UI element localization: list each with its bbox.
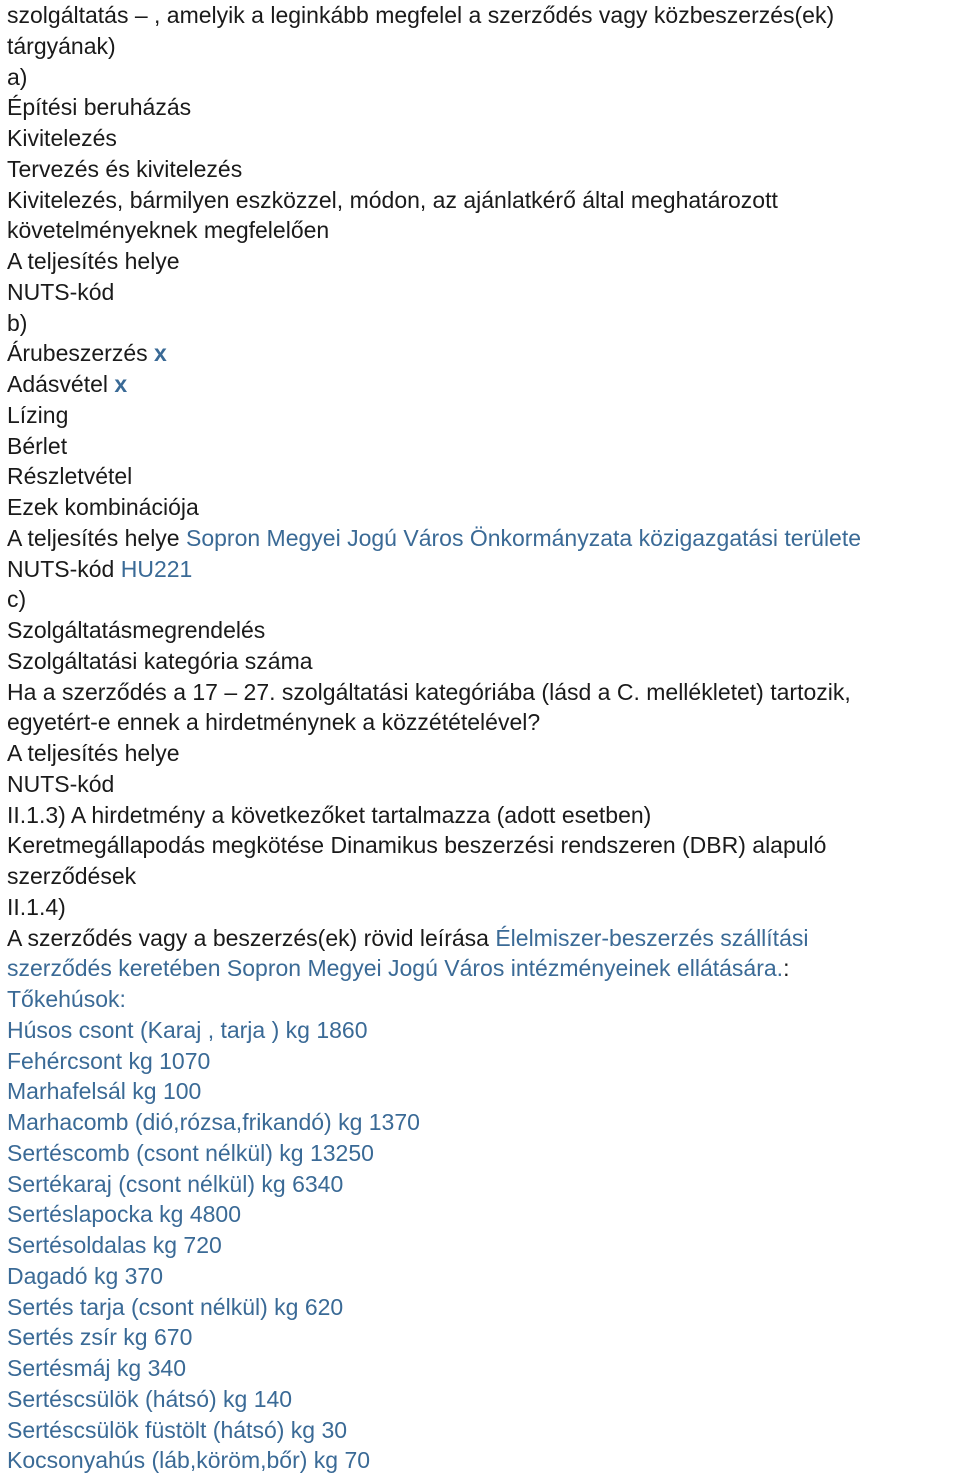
text-segment: Sertéscomb (csont nélkül) kg 13250 (7, 1139, 374, 1166)
checkbox-mark: x (154, 340, 167, 367)
text-segment: A teljesítés helye (7, 740, 180, 766)
text-segment: Keretmegállapodás megkötése Dinamikus beszerzési rendszeren (DBR) alapuló (7, 832, 827, 859)
text-line (7, 1169, 960, 1200)
text-line (7, 1046, 960, 1077)
text-segment: Sertésmáj kg 340 (7, 1355, 186, 1381)
text-segment: : (783, 955, 790, 982)
text-segment: b) (7, 309, 28, 336)
text-segment: Szolgáltatási kategória száma (7, 647, 313, 674)
text-line (7, 1199, 960, 1230)
text-line (7, 1076, 960, 1107)
text-segment: Kivitelezés, bármilyen eszközzel, módon, az ajánlatkérő által meghatározott (7, 186, 778, 213)
text-line (7, 523, 960, 554)
text-line (7, 1445, 960, 1476)
text-line (7, 861, 960, 892)
text-line (7, 492, 960, 523)
text-segment: A teljesítés helye (7, 248, 180, 274)
text-segment: Kocsonyahús (láb,köröm,bőr) kg 70 (7, 1447, 371, 1474)
text-segment: Szolgáltatásmegrendelés (7, 617, 266, 643)
text-segment: Sertéslapocka kg 4800 (7, 1201, 241, 1228)
text-segment: HU221 (120, 555, 193, 582)
text-line (7, 185, 960, 216)
text-line (7, 984, 960, 1015)
text-segment: Dagadó kg 370 (7, 1262, 164, 1289)
text-segment: NUTS-kód (7, 770, 115, 797)
text-line (7, 584, 960, 615)
text-segment: Adásvétel (7, 371, 115, 397)
text-line (7, 338, 960, 369)
text-line (7, 400, 960, 431)
text-segment: Építési beruházás (7, 94, 192, 121)
text-line (7, 215, 960, 246)
text-segment: II.1.4) (7, 893, 66, 920)
text-line (7, 246, 960, 277)
text-segment: Sertékaraj (csont nélkül) kg 6340 (7, 1170, 344, 1197)
text-segment: c) (7, 586, 27, 613)
text-segment: Marhacomb (dió,rózsa,frikandó) kg 1370 (7, 1109, 420, 1135)
text-line (7, 1261, 960, 1292)
text-segment: egyetért-e ennek a hirdetménynek a közzétételével? (7, 709, 541, 736)
text-segment: Részletvétel (7, 463, 133, 490)
text-line (7, 123, 960, 154)
text-line (7, 1292, 960, 1323)
text-line (7, 62, 960, 93)
text-segment: NUTS-kód (7, 278, 115, 305)
text-line (7, 369, 960, 400)
text-segment: Tőkehúsok: (7, 986, 126, 1012)
text-line (7, 1015, 960, 1046)
text-line (7, 646, 960, 677)
text-line (7, 554, 960, 585)
text-line (7, 953, 960, 984)
text-line (7, 1415, 960, 1446)
text-segment: A teljesítés helye (7, 524, 186, 551)
text-segment: Sopron Megyei Jogú Város Önkormányzata közigazgatási területe (186, 524, 862, 551)
text-line (7, 1353, 960, 1384)
text-segment: Tervezés és kivitelezés (7, 155, 243, 182)
text-segment: Bérlet (7, 432, 68, 459)
text-segment: II.1.3) A hirdetmény a következőket tartalmazza (adott esetben) (7, 801, 652, 828)
text-segment: Fehércsont kg 1070 (7, 1047, 211, 1074)
text-line (7, 830, 960, 861)
text-segment: Húsos csont (Karaj , tarja ) kg 1860 (7, 1016, 368, 1043)
text-segment: NUTS-kód (7, 555, 121, 582)
text-line (7, 431, 960, 462)
text-line (7, 677, 960, 708)
text-segment: követelményeknek megfelelően (7, 217, 330, 244)
text-line (7, 0, 960, 31)
text-segment: A szerződés vagy a beszerzés(ek) rövid leírása (7, 924, 496, 951)
text-line (7, 1384, 960, 1415)
text-segment: Sertéscsülök füstölt (hátsó) kg 30 (7, 1416, 348, 1443)
text-segment: Ezek kombinációja (7, 494, 199, 520)
text-line (7, 738, 960, 769)
text-line (7, 1138, 960, 1169)
text-segment: Árubeszerzés (7, 340, 155, 367)
text-segment: Élelmiszer-beszerzés szállítási (495, 924, 809, 951)
text-line (7, 769, 960, 800)
text-line (7, 154, 960, 185)
text-segment: szerződések (7, 863, 137, 889)
text-segment: Lízing (7, 401, 69, 428)
text-line (7, 1230, 960, 1261)
text-segment: szolgáltatás – , amelyik a leginkább megfelel a szerződés vagy közbeszerzés(ek) (7, 2, 835, 28)
text-line (7, 800, 960, 831)
text-segment: Sertésoldalas kg 720 (7, 1232, 222, 1258)
text-segment: Marhafelsál kg 100 (7, 1078, 202, 1105)
text-line (7, 707, 960, 738)
text-segment: Sertéscsülök (hátsó) kg 140 (7, 1385, 293, 1412)
text-line (7, 308, 960, 339)
text-segment: Kivitelezés (7, 125, 117, 151)
text-segment: Sertés zsír kg 670 (7, 1324, 193, 1351)
checkbox-mark: x (114, 371, 128, 397)
text-segment: szerződés keretében Sopron Megyei Jogú Város intézményeinek ellátására. (7, 955, 784, 982)
text-segment: tárgyának) (7, 32, 116, 59)
text-line (7, 92, 960, 123)
text-line (7, 892, 960, 923)
text-segment: Ha a szerződés a 17 – 27. szolgáltatási kategóriába (lásd a C. mellékletet) tartozik, (7, 678, 851, 705)
text-segment: a) (7, 63, 28, 90)
text-segment: Sertés tarja (csont nélkül) kg 620 (7, 1293, 344, 1320)
text-line (7, 1107, 960, 1138)
text-line (7, 923, 960, 954)
text-line (7, 615, 960, 646)
text-line (7, 1322, 960, 1353)
text-line (7, 277, 960, 308)
text-line (7, 31, 960, 62)
text-line (7, 461, 960, 492)
